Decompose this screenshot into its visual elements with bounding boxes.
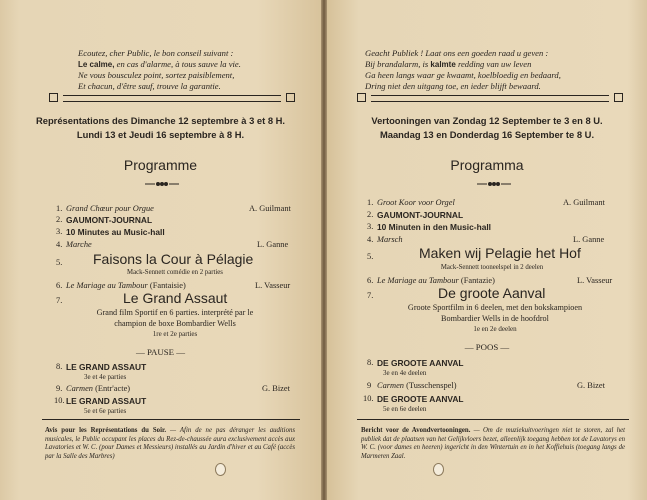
item-number: 5.: [56, 258, 63, 267]
item-title: Faisons la Cour à Pélagie: [93, 251, 254, 267]
item-composer: L. Ganne: [257, 240, 289, 249]
notice-heading: Avis pour les Représentations du Soir.: [45, 427, 167, 434]
left-page: [0, 0, 321, 500]
notice-divider: [357, 419, 629, 420]
item-title: Groot Koor voor Orgel: [377, 198, 455, 207]
verse-line: Ne vous bousculez point, sortez paisiblement,: [78, 70, 235, 80]
item-title: DE GROOTE AANVAL: [377, 394, 464, 404]
item-description: [60, 307, 290, 340]
verse-text: redding van uw leven: [457, 59, 532, 69]
item-composer: A. Guilmant: [249, 204, 291, 213]
verse-text: Bij brandalarm, is: [365, 59, 429, 69]
item-desc-line: Grand film Sportif en 6 parties. interprété par le: [96, 308, 254, 317]
item-number: 7.: [367, 291, 374, 300]
item-composer: L. Vasseur: [577, 276, 613, 285]
item-title-row: [66, 281, 186, 290]
showtimes-line: Vertooningen van Zondag 12 September te 3 en 8 U.: [371, 115, 603, 126]
verse-line: Dring niet den uitgang toe, en ieder blijft bewaard.: [365, 81, 541, 91]
item-extra: (Fantazie): [460, 276, 495, 285]
item-title: Carmen: [377, 381, 404, 390]
right-page: [327, 0, 647, 500]
item-composer: G. Bizet: [262, 384, 290, 393]
item-number: 9: [367, 381, 372, 390]
notice-divider: [42, 419, 300, 420]
item-title: GAUMONT-JOURNAL: [377, 210, 464, 220]
programme-list: [0, 0, 321, 500]
item-composer: G. Bizet: [577, 381, 605, 390]
item-number: 4.: [56, 240, 63, 249]
item-subtitle: 5e et 6e parties: [84, 407, 127, 415]
item-subtitle: 3e et 4e parties: [84, 373, 127, 381]
item-title: DE GROOTE AANVAL: [377, 358, 464, 368]
item-title-row: [377, 276, 495, 285]
item-number: 10.: [363, 394, 374, 403]
verse-text: en cas d'alarme, à tous sauve la vie.: [116, 59, 241, 69]
item-extra: (Tusschenspel): [406, 381, 457, 390]
item-composer: L. Ganne: [573, 235, 605, 244]
item-title: LE GRAND ASSAUT: [66, 362, 147, 372]
item-title: Le Mariage au Tambour: [66, 281, 148, 290]
item-title: Grand Chœur pour Orgue: [66, 204, 154, 213]
item-number: 2.: [56, 215, 63, 224]
item-title: Marche: [66, 240, 92, 249]
item-desc-line: 1re et 2e parties: [152, 330, 198, 338]
item-extra: (Entr'acte): [95, 384, 131, 393]
item-desc-line: Bombardier Wells in de hoofdrol: [441, 314, 549, 323]
programme-list: [327, 0, 647, 500]
item-number: 10.: [54, 396, 65, 405]
item-subtitle: Mack-Sennett tooneelspel in 2 deelen: [440, 264, 544, 271]
item-number: 6.: [367, 276, 374, 285]
item-number: 3.: [367, 222, 374, 231]
verse-line: Ecoutez, cher Public, le bon conseil suivant :: [78, 48, 234, 58]
verse-line: Et chacun, d'être sauf, trouve la garantie.: [78, 81, 221, 91]
item-desc-line: Groote Sportfilm in 6 deelen, met den bokskampioen: [407, 303, 583, 312]
verse-bold: kalmte: [430, 60, 456, 69]
item-subtitle: 5e en 6e deelen: [383, 405, 427, 413]
item-number: 9.: [56, 384, 63, 393]
item-desc-line: champion de boxe Bombardier Wells: [114, 319, 236, 328]
item-composer: L. Vasseur: [255, 281, 291, 290]
item-extra: (Fantaisie): [149, 281, 186, 290]
item-title: Carmen: [66, 384, 93, 393]
item-title: Maken wij Pelagie het Hof: [419, 245, 581, 261]
item-composer: A. Guilmant: [563, 198, 605, 207]
showtimes-line: Maandag 13 en Donderdag 16 September te 8 U.: [379, 128, 595, 140]
item-number: 1.: [367, 198, 374, 207]
pause-label: — POOS —: [464, 342, 510, 352]
punch-hole-icon: [215, 463, 226, 476]
item-title-row: [377, 381, 457, 390]
item-number: 8.: [56, 362, 63, 371]
verse-bold: Le calme,: [78, 60, 115, 69]
notice-nl: [361, 427, 625, 462]
item-number: 4.: [367, 235, 374, 244]
programme-title: Programme: [123, 157, 198, 173]
item-title: GAUMONT-JOURNAL: [66, 215, 153, 225]
item-number: 6.: [56, 281, 63, 290]
item-title: 10 Minuten in den Music-hall: [377, 222, 492, 232]
showtimes-line: Représentations des Dimanche 12 septembre à 3 et 8 H.: [35, 115, 286, 126]
pause-label: — PAUSE —: [135, 347, 186, 357]
item-number: 8.: [367, 358, 374, 367]
item-title-row: [66, 384, 130, 393]
item-description: [365, 302, 625, 335]
item-subtitle: 3e en 4e deelen: [383, 369, 427, 377]
item-number: 7.: [56, 296, 63, 305]
notice-text: — Afin de ne pas déranger les auditions musicales, le Public occupant les places du Rez-de-chaussée aura exclusivement accès aux Lavatories et W. C. (pour Dames et Messieurs) installés au Jardin d'hiver et au Café (accès par la Salle des Marbres): [45, 427, 296, 461]
item-title: Le Grand Assaut: [123, 290, 228, 306]
punch-hole-icon: [433, 463, 444, 476]
item-title: Marsch: [377, 235, 403, 244]
item-number: 3.: [56, 227, 63, 236]
item-number: 2.: [367, 210, 374, 219]
item-title: LE GRAND ASSAUT: [66, 396, 147, 406]
notice-text: — Om de muziekuitvoeringen niet te storen, zal het publiek dat de plaatsen van het Gelijkvloers bezet, alleenlijk toegang hebben tot de Lavatorys en W. C. (voor dames en heeren) ingericht in den Wintertuin en in het Koffiehuis (toegang langs de Marmeren Zaal.: [361, 427, 625, 461]
notice-fr: [45, 427, 295, 462]
verse-line: Geacht Publiek ! Laat ons een goeden raad u geven :: [365, 48, 549, 58]
item-title: De groote Aanval: [438, 285, 546, 301]
item-title: Le Mariage au Tambour: [377, 276, 459, 285]
notice-heading: Bericht voor de Avondvertooningen.: [361, 427, 471, 434]
showtimes-line: Lundi 13 et Jeudi 16 septembre à 8 H.: [76, 128, 245, 140]
programme-title: Programma: [450, 157, 524, 173]
verse-line: Ga heen langs waar ge kwaamt, koelbloedig en bedaard,: [365, 70, 561, 80]
item-number: 5.: [367, 252, 374, 261]
item-desc-line: 1e en 2e deelen: [473, 325, 517, 333]
item-subtitle: Mack-Sennett comédie en 2 parties: [127, 269, 223, 276]
item-number: 1.: [56, 204, 63, 213]
item-title: 10 Minutes au Music-hall: [66, 227, 165, 237]
